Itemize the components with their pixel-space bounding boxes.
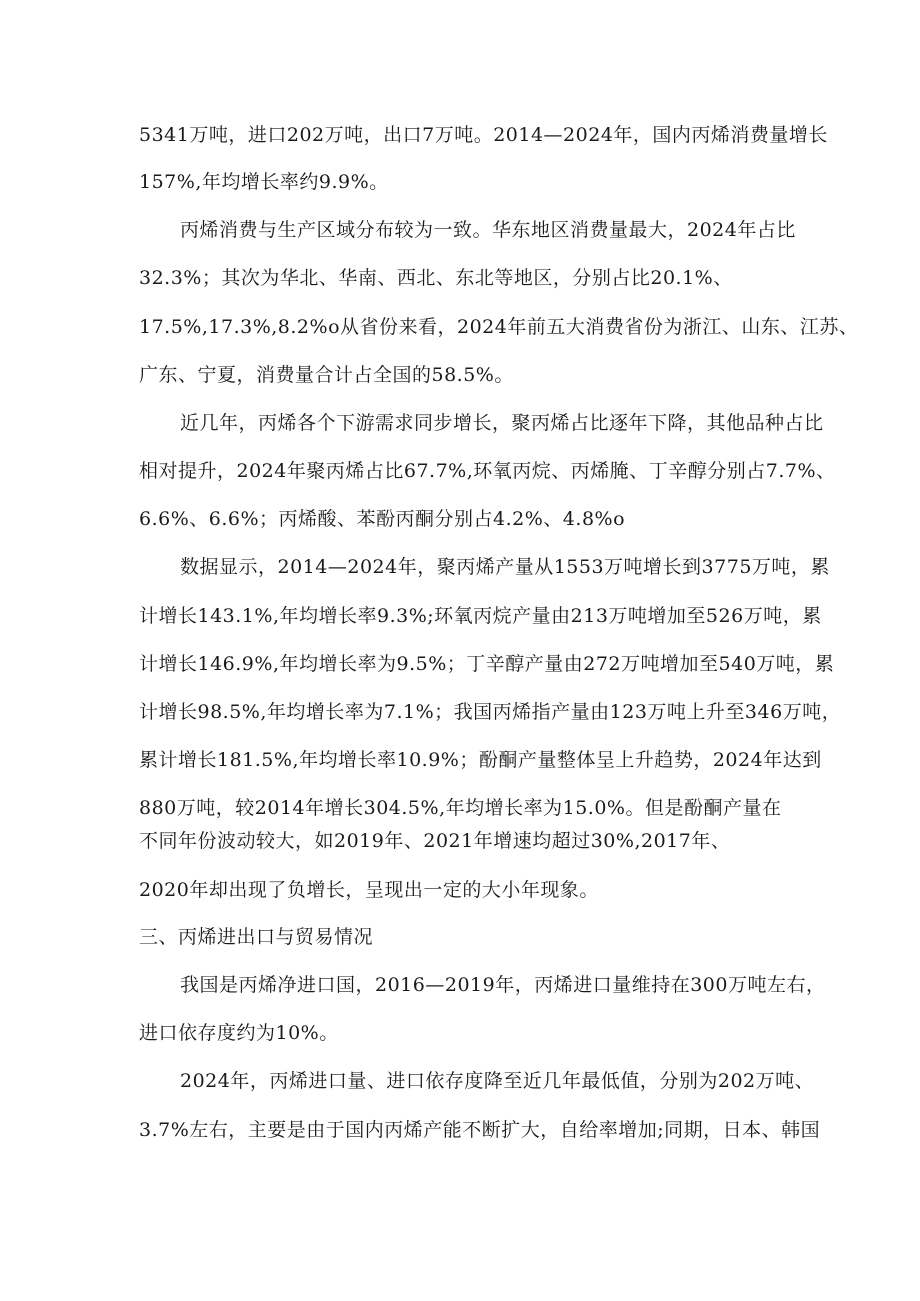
text-line-17: 2020年却出现了负增长，呈现出一定的大小年现象。 [139, 879, 599, 901]
text-line-20: 进口依存度约为10%。 [139, 1022, 339, 1044]
text-line-13: 计增长98.5%,年均增长率为7.1%；我国丙烯指产量由123万吨上升至346万吨， [139, 701, 842, 723]
text-line-8: 相对提升，2024年聚丙烯占比67.7%,环氧丙烷、丙烯腌、丁辛醇分别占7.7%、 [139, 460, 836, 482]
paragraph-start-2024-imports: 2024年，丙烯进口量、进口依存度降至近几年最低值，分别为202万吨、 [180, 1070, 815, 1092]
text-line-2: 157%,年均增长率约9.9%。 [139, 171, 389, 193]
section-heading-import-export: 三、丙烯进出口与贸易情况 [139, 926, 374, 948]
text-line-12: 计增长146.9%,年均增长率为9.5%；丁辛醇产量由272万吨增加至540万吨，累 [139, 653, 835, 675]
text-line-6: 广东、宁夏，消费量合计占全国的58.5%。 [139, 364, 514, 386]
text-line-16: 不同年份波动较大，如2019年、2021年增速均超过30%,2017年、 [139, 830, 731, 852]
text-line-15: 880万吨，较2014年增长304.5%,年均增长率为15.0%。但是酚酮产量在 [139, 797, 782, 819]
paragraph-start-net-importer: 我国是丙烯净进口国，2016—2019年，丙烯进口量维持在300万吨左右， [180, 974, 826, 996]
text-line-22: 3.7%左右，主要是由于国内丙烯产能不断扩大，自给率增加;同期，日本、韩国 [139, 1119, 821, 1141]
text-line-14: 累计增长181.5%,年均增长率10.9%；酚酮产量整体呈上升趋势，2024年达到 [139, 749, 822, 771]
text-line-1: 5341万吨，进口202万吨，出口7万吨。2014—2024年，国内丙烯消费量增长 [139, 124, 828, 146]
paragraph-start-downstream-demand: 近几年，丙烯各个下游需求同步增长，聚丙烯占比逐年下降，其他品种占比 [180, 412, 824, 434]
text-line-11: 计增长143.1%,年均增长率9.3%;环氧丙烷产量由213万吨增加至526万吨，累 [139, 605, 822, 627]
text-line-4: 32.3%；其次为华北、华南、西北、东北等地区，分别占比20.1%、 [139, 267, 733, 289]
paragraph-start-production-data: 数据显示，2014—2024年，聚丙烯产量从1553万吨增长到3775万吨，累 [180, 556, 830, 578]
paragraph-start-regional-distribution: 丙烯消费与生产区域分布较为一致。华东地区消费量最大，2024年占比 [180, 219, 796, 241]
text-line-5: 17.5%,17.3%,8.2%o从省份来看，2024年前五大消费省份为浙江、山东、江苏、 [139, 316, 859, 338]
text-line-9: 6.6%、6.6%；丙烯酸、苯酚丙酮分别占4.2%、4.8%o [139, 508, 626, 530]
